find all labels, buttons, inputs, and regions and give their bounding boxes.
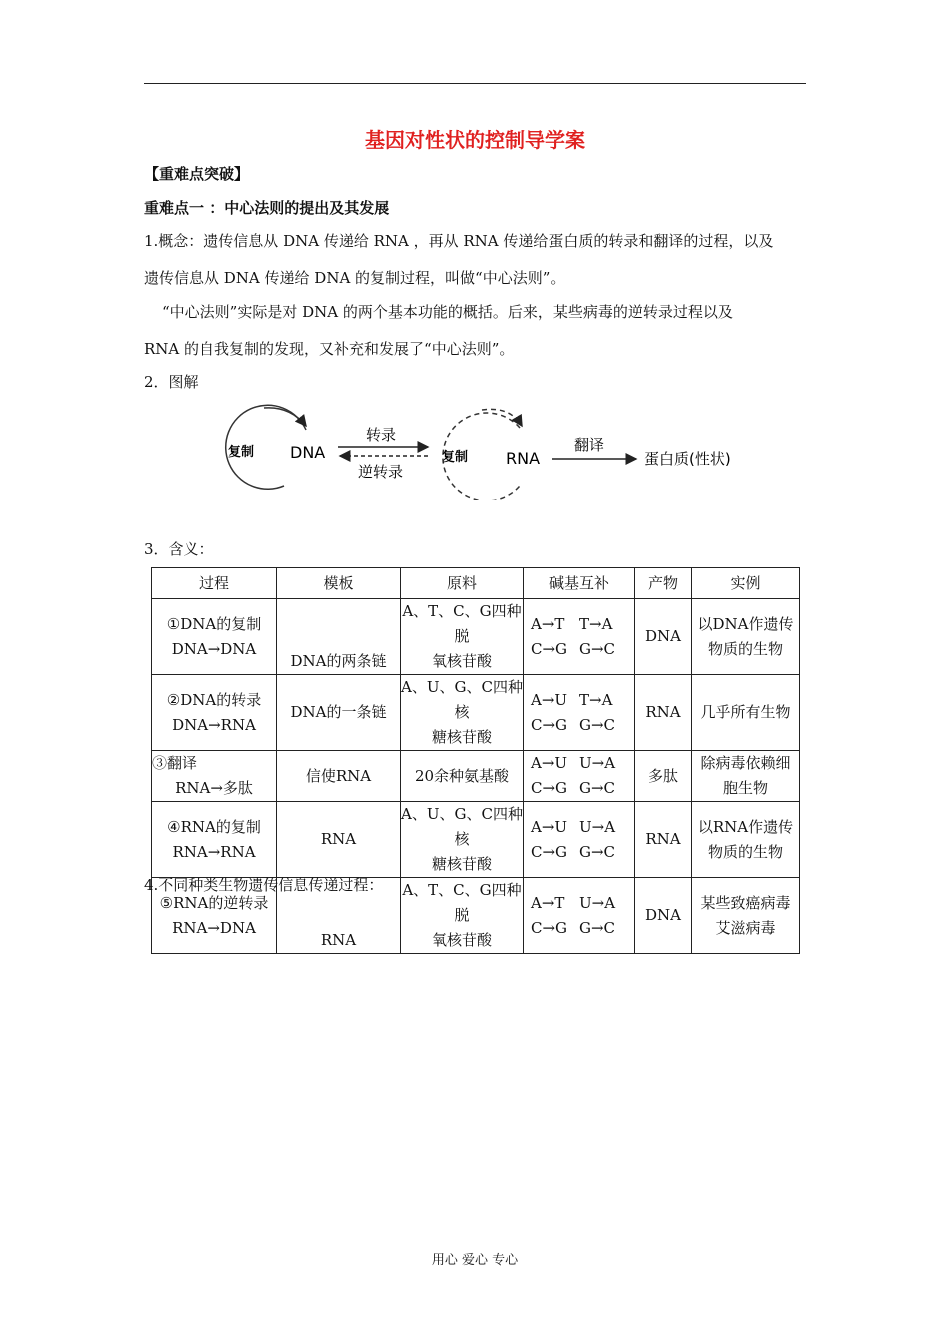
materials-cell: A、T、C、G四种脱 氧核苷酸 <box>401 599 524 675</box>
materials-cell: A、U、G、C四种核 糖核苷酸 <box>401 802 524 878</box>
meaning-table <box>151 567 800 954</box>
transcription-label: 转录 <box>366 426 397 444</box>
product-cell: DNA <box>635 878 692 954</box>
development-line-2: RNA 的自我复制的发现，又补充和发展了“中心法则”。 <box>144 340 515 358</box>
product-cell: 多肽 <box>635 751 692 802</box>
protein-label: 蛋白质(性状) <box>644 450 731 468</box>
product-cell: RNA <box>635 675 692 751</box>
process-cell: ③翻译 RNA→多肽 <box>152 751 277 802</box>
page-footer: 用心 爱心 专心 <box>431 1253 519 1268</box>
replication-right-label: 复制 <box>442 450 469 465</box>
example-cell: 以RNA作遗传 物质的生物 <box>692 802 800 878</box>
point-one-heading: 重难点一 ：中心法则的提出及其发展 <box>144 199 390 217</box>
process-cell: ④RNA的复制 RNA→RNA <box>152 802 277 878</box>
header-template: 模板 <box>277 568 401 599</box>
concept-line-2: 遗传信息从 DNA 传递给 DNA 的复制过程，叫做“中心法则”。 <box>144 269 566 287</box>
header-process: 过程 <box>152 568 277 599</box>
base-pairing-cell: A→U U→A C→G G→C <box>524 802 635 878</box>
template-cell: DNA的两条链 <box>277 599 401 675</box>
rna-replication-arrow <box>482 409 522 426</box>
dna-label: DNA <box>290 443 326 462</box>
example-cell: 某些致癌病毒 艾滋病毒 <box>692 878 800 954</box>
materials-cell: A、U、G、C四种核 糖核苷酸 <box>401 675 524 751</box>
table-row <box>152 802 800 878</box>
diagram-heading: 2．图解 <box>144 373 199 391</box>
header-materials: 原料 <box>401 568 524 599</box>
product-cell: RNA <box>635 802 692 878</box>
top-rule <box>144 83 806 84</box>
header-example: 实例 <box>692 568 800 599</box>
process-cell: ⑤RNA的逆转录 RNA→DNA <box>152 878 277 954</box>
process-cell: ①DNA的复制 DNA→DNA <box>152 599 277 675</box>
replication-left-label: 复制 <box>228 445 255 460</box>
example-cell: 除病毒依赖细 胞生物 <box>692 751 800 802</box>
base-pairing-cell: A→U T→A C→G G→C <box>524 675 635 751</box>
development-line-1: “中心法则”实际是对 DNA 的两个基本功能的概括。后来，某些病毒的逆转录过程以及 <box>162 303 733 321</box>
base-pairing-cell: A→T U→A C→G G→C <box>524 878 635 954</box>
page-title: 基因对性状的控制导学案 <box>365 128 585 152</box>
process-cell: ②DNA的转录 DNA→RNA <box>152 675 277 751</box>
template-cell: RNA <box>277 878 401 954</box>
central-dogma-diagram <box>220 400 760 500</box>
product-cell: DNA <box>635 599 692 675</box>
table-row <box>152 751 800 802</box>
rna-label: RNA <box>506 449 541 468</box>
table-row <box>152 675 800 751</box>
table-row <box>152 599 800 675</box>
translation-label: 翻译 <box>574 436 605 454</box>
template-cell: DNA的一条链 <box>277 675 401 751</box>
dna-replication-arrow <box>264 408 306 426</box>
example-cell: 几乎所有生物 <box>692 675 800 751</box>
header-product: 产物 <box>635 568 692 599</box>
meaning-heading: 3．含义： <box>144 540 214 558</box>
reverse-transcription-label: 逆转录 <box>358 463 404 481</box>
table-header-row <box>152 568 800 599</box>
template-cell: 信使RNA <box>277 751 401 802</box>
base-pairing-cell: A→U U→A C→G G→C <box>524 751 635 802</box>
base-pairing-cell: A→T T→A C→G G→C <box>524 599 635 675</box>
point-four-heading: 4.不同种类生物遗传信息传递过程： <box>144 876 384 894</box>
example-cell: 以DNA作遗传 物质的生物 <box>692 599 800 675</box>
header-base-pairing: 碱基互补 <box>524 568 635 599</box>
materials-cell: 20余种氨基酸 <box>401 751 524 802</box>
materials-cell: A、T、C、G四种脱 氧核苷酸 <box>401 878 524 954</box>
section-label: 【重难点突破】 <box>144 165 250 183</box>
concept-line-1: 1.概念：遗传信息从 DNA 传递给 RNA ，再从 RNA 传递给蛋白质的转录和翻译的过程，以及 <box>144 232 774 250</box>
template-cell: RNA <box>277 802 401 878</box>
